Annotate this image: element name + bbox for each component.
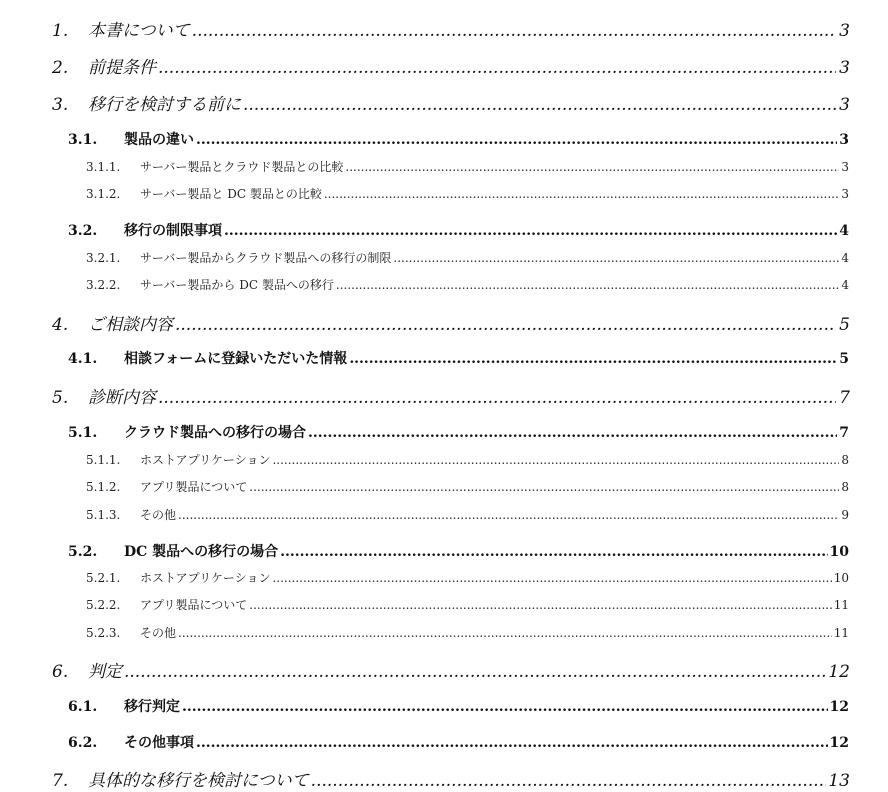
toc-entry-6[interactable] [52,657,850,683]
toc-title: 製品の違い [124,132,194,148]
toc-page-number: 11 [833,626,849,640]
toc-title: サーバー製品とクラウド製品との比較 [140,160,344,174]
toc-entry-4[interactable] [52,310,850,336]
toc-title: サーバー製品からクラウド製品への移行の制限 [140,251,392,265]
toc-leader-dots [336,278,840,292]
toc-leader-dots [349,351,837,367]
toc-title: その他 [140,508,177,522]
toc-number: 6.2. [68,735,98,751]
toc-title: 具体的な移行を検討について [88,771,309,791]
toc-number: 3.1.2. [86,187,121,201]
toc-title: 相談フォームに登録いただいた情報 [124,351,348,367]
toc-entry-3-2[interactable] [68,220,849,242]
toc-page-number: 9 [841,508,849,522]
toc-title: クラウド製品への移行の場合 [124,425,306,441]
toc-number: 5.1.3. [86,508,121,522]
toc-number: 4.1. [68,351,98,367]
toc-number: 5. [52,388,69,408]
toc-leader-dots [249,480,839,494]
toc-leader-dots [178,508,839,522]
toc-page-number: 8 [841,453,849,467]
toc-title: 本書について [88,21,190,41]
toc-number: 3.1.1. [86,160,121,174]
toc-page-number: 3 [839,132,849,148]
toc-page-number: 13 [828,771,850,791]
toc-entry-3-1-2[interactable] [86,185,849,203]
toc-title: その他 [140,626,177,640]
toc-title: サーバー製品と DC 製品との比較 [140,187,322,201]
toc-page-number: 3 [841,187,849,201]
toc-entry-3-1[interactable] [68,129,849,151]
toc-leader-dots [324,187,840,201]
toc-entry-5-2-3[interactable] [86,624,849,642]
toc-leader-dots [182,699,828,715]
toc-title: DC 製品への移行の場合 [124,544,279,560]
toc-number: 6.1. [68,699,98,715]
toc-entry-5-2-1[interactable] [86,569,849,587]
toc-title: 移行の制限事項 [124,223,222,239]
toc-number: 5.1. [68,425,98,441]
toc-number: 3.2.2. [86,278,121,292]
toc-title: ホストアプリケーション [140,571,271,585]
toc-entry-5[interactable] [52,383,850,409]
toc-page-number: 5 [839,351,849,367]
toc-leader-dots [175,315,836,335]
toc-entry-6-1[interactable] [68,696,849,718]
toc-entry-5-1[interactable] [68,422,849,444]
toc-number: 5.2.3. [86,626,121,640]
toc-number: 3.2.1. [86,251,121,265]
toc-title: 前提条件 [88,58,156,78]
toc-page-number: 7 [839,425,849,441]
toc-title: 移行判定 [124,699,180,715]
toc-leader-dots [158,388,836,408]
toc-page-number: 10 [833,571,849,585]
toc-leader-dots [272,571,831,585]
toc-number: 5.2.1. [86,571,121,585]
toc-entry-5-1-2[interactable] [86,478,849,496]
toc-page-number: 3 [839,21,850,41]
toc-page-number: 3 [841,160,849,174]
toc-number: 1. [52,21,69,41]
toc-title: 判定 [88,662,122,682]
toc-title: アプリ製品について [140,598,248,612]
toc-title: ご相談内容 [88,315,173,335]
toc-page-number: 4 [841,251,849,265]
toc-entry-5-1-1[interactable] [86,451,849,469]
toc-page-number: 12 [829,735,849,751]
toc-entry-4-1[interactable] [68,348,849,370]
toc-leader-dots [196,132,837,148]
toc-page-number: 3 [839,95,850,115]
toc-leader-dots [308,425,837,441]
toc-entry-5-1-3[interactable] [86,506,849,524]
toc-page-number: 7 [839,388,850,408]
toc-number: 2. [52,58,69,78]
toc-leader-dots [280,544,827,560]
toc-entry-1[interactable] [52,16,850,42]
toc-title: 診断内容 [88,388,156,408]
toc-number: 3.1. [68,132,98,148]
toc-page-number: 5 [839,315,850,335]
toc-leader-dots [178,626,832,640]
toc-leader-dots [224,223,837,239]
toc-number: 5.1.2. [86,480,121,494]
toc-leader-dots [192,21,836,41]
toc-entry-6-2[interactable] [68,732,849,754]
toc-page-number: 4 [839,223,849,239]
toc-entry-3-1-1[interactable] [86,158,849,176]
toc-number: 5.1.1. [86,453,121,467]
toc-page-number: 3 [839,58,850,78]
toc-entry-7[interactable] [52,766,850,792]
toc-page-number: 11 [833,598,849,612]
toc-number: 5.2. [68,544,98,560]
toc-title: アプリ製品について [140,480,248,494]
toc-title: その他事項 [124,735,194,751]
toc-leader-dots [272,453,839,467]
toc-page-number: 10 [829,544,849,560]
toc-page-number: 8 [841,480,849,494]
toc-leader-dots [311,771,827,791]
toc-entry-3-2-2[interactable] [86,276,849,294]
toc-number: 7. [52,771,69,791]
toc-leader-dots [243,95,836,115]
toc-page-number: 12 [829,699,849,715]
toc-number: 3. [52,95,69,115]
toc-title: サーバー製品から DC 製品への移行 [140,278,334,292]
toc-page-number: 12 [828,662,850,682]
toc-entry-2[interactable] [52,53,850,79]
toc-leader-dots [393,251,839,265]
toc-leader-dots [158,58,836,78]
toc-number: 3.2. [68,223,98,239]
toc-number: 6. [52,662,69,682]
toc-leader-dots [345,160,839,174]
toc-page-number: 4 [841,278,849,292]
toc-entry-5-2-2[interactable] [86,596,849,614]
toc-title: 移行を検討する前に [88,95,241,115]
toc-entry-5-2[interactable] [68,541,849,563]
toc-entry-3[interactable] [52,90,850,116]
toc-leader-dots [249,598,831,612]
toc-title: ホストアプリケーション [140,453,271,467]
toc-number: 5.2.2. [86,598,121,612]
toc-entry-3-2-1[interactable] [86,249,849,267]
toc-leader-dots [124,662,826,682]
toc-number: 4. [52,315,69,335]
toc-leader-dots [196,735,828,751]
